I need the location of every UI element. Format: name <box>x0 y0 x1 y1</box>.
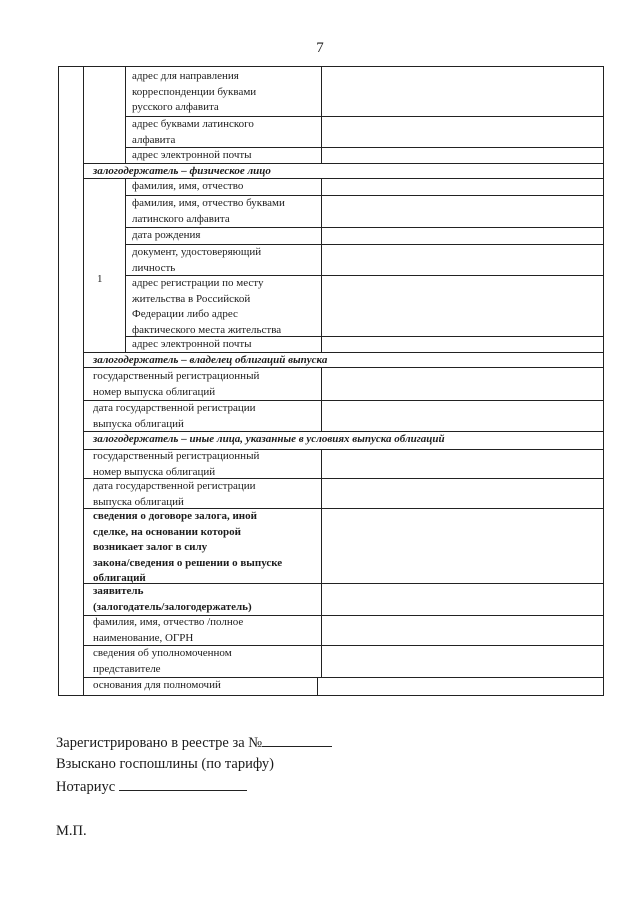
row-identity-document: документ, удостоверяющий личность <box>132 246 262 274</box>
page-number: 7 <box>316 40 324 56</box>
row-authority-basis: основания для полномочий <box>93 679 221 691</box>
section-physical-person: залогодержатель – физическое лицо <box>93 165 271 177</box>
row-full-name-latin: фамилия, имя, отчество буквами латинского алфавита <box>132 197 285 225</box>
col-line-c5 <box>317 677 318 695</box>
col-line-c3 <box>321 367 322 431</box>
footer-notary-line <box>56 778 247 796</box>
footer-registered-text: Зарегистрировано в реестре за № <box>56 735 263 751</box>
footer-fee-text: Взыскано госпошлины (по тарифу) <box>56 756 274 772</box>
row-pledge-contract: сведения о договоре залога, иной сделке, на основании которой возникает залог в силу закона/сведения о решении о выпуске облигаций <box>93 510 283 584</box>
row-email-physical: адрес электронной почты <box>132 338 252 350</box>
row-birth-date: дата рождения <box>132 229 201 241</box>
registry-number-blank <box>262 734 332 747</box>
section-bond-owner: залогодержатель – владелец облигаций выпуска <box>93 354 328 366</box>
row-full-name: фамилия, имя, отчество <box>132 180 244 192</box>
row-applicant-name: фамилия, имя, отчество /полное наименование, ОГРН <box>93 616 244 644</box>
section-other-persons: залогодержатель – иные лица, указанные в условиях выпуска облигаций <box>93 433 445 445</box>
row-others-reg-date: дата государственной регистрации выпуска облигаций <box>93 480 256 508</box>
row-address-russian: адрес для направления корреспонденции буквами русского алфавита <box>132 70 257 113</box>
col-line-a <box>83 67 84 695</box>
row-representative: сведения об уполномоченном представителе <box>93 647 232 675</box>
row-owner-reg-number: государственный регистрационный номер выпуска облигаций <box>93 370 260 398</box>
footer-registered-line <box>56 734 332 752</box>
col-line-b2 <box>125 178 126 352</box>
footer-seal: М.П. <box>56 823 87 839</box>
row-others-reg-number: государственный регистрационный номер выпуска облигаций <box>93 450 260 478</box>
col-line-c4 <box>321 449 322 677</box>
row-owner-reg-date: дата государственной регистрации выпуска облигаций <box>93 402 256 430</box>
notary-signature-blank <box>119 778 247 791</box>
row-email-top: адрес электронной почты <box>132 149 252 161</box>
row-applicant: заявитель (залогодатель/залогодержатель) <box>93 585 252 613</box>
footer-notary-text: Нотариус <box>56 779 116 795</box>
row-address-latin: адрес буквами латинского алфавита <box>132 118 254 146</box>
row-registration-address: адрес регистрации по месту жительства в Российской Федерации либо адрес фактического места жительства <box>132 277 282 336</box>
footer-fee-line <box>56 756 274 773</box>
row-index-label: 1 <box>97 273 103 285</box>
form-table <box>58 66 604 696</box>
col-line-c2 <box>321 178 322 352</box>
